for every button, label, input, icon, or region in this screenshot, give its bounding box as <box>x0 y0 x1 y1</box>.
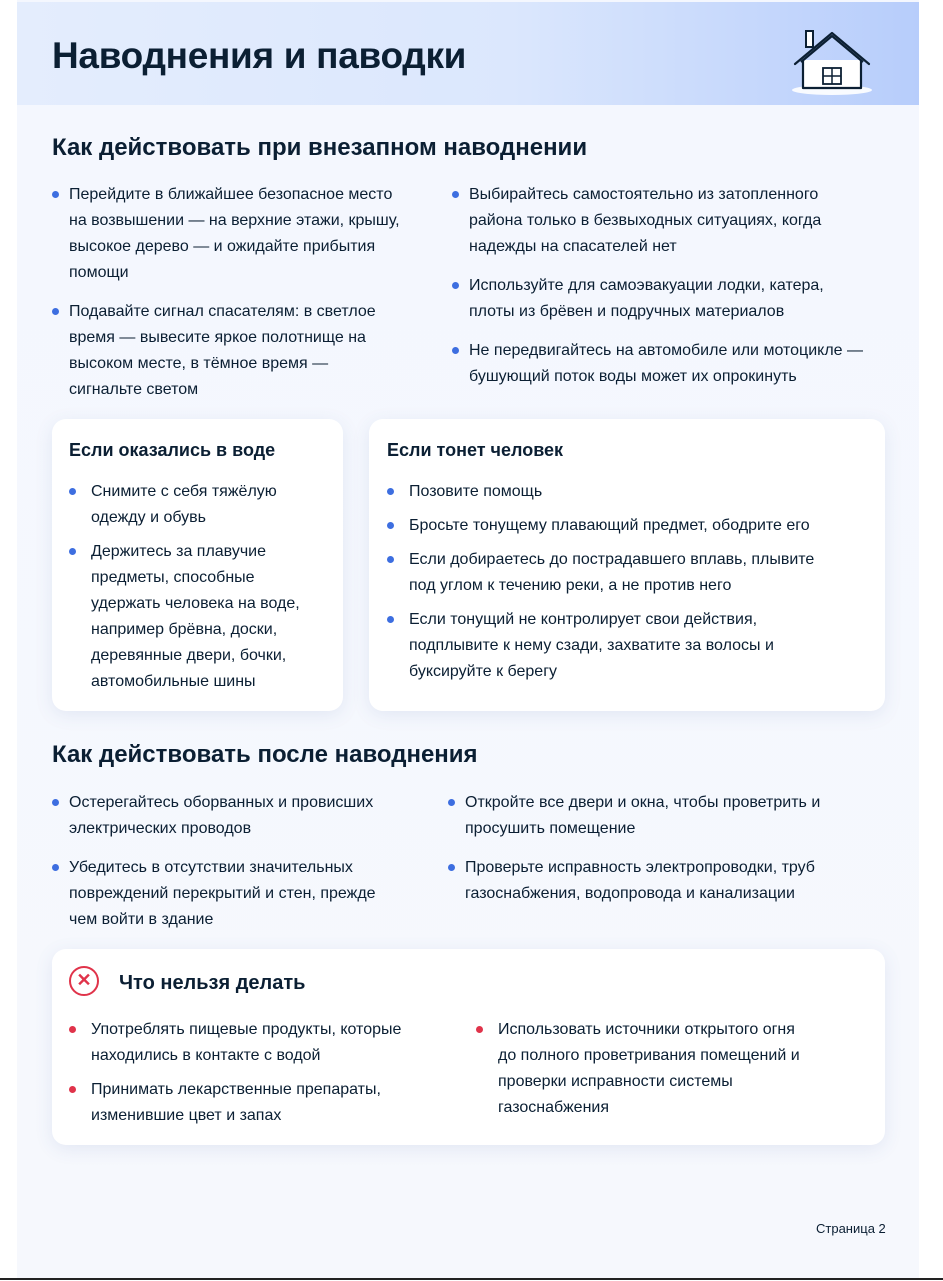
list-item: Использовать источники открытого огня до полного проветривания помещений и проверки исправности системы газоснабжения <box>476 1017 816 1121</box>
page-title: Наводнения и паводки <box>52 35 467 76</box>
list-item: Употреблять пищевые продукты, которые находились в контакте с водой <box>69 1017 439 1069</box>
list-item: Убедитесь в отсутствии значительных повреждений перекрытий и стен, прежде чем войти в здание <box>52 855 397 933</box>
house-icon <box>787 24 877 96</box>
list-item: Если добираетесь до пострадавшего вплавь, плывите под углом к течению реки, а не против него <box>387 547 839 599</box>
forbidden-left-list <box>69 1017 439 1129</box>
bottom-rule <box>0 1278 943 1280</box>
after-right-list <box>448 790 868 907</box>
card-heading: Если оказались в воде <box>69 440 276 460</box>
card-forbidden <box>52 949 885 1145</box>
card-in-water <box>52 419 343 711</box>
page-number: Страница 2 <box>816 1221 886 1236</box>
list-item: Держитесь за плавучие предметы, способные удержать человека на воде, например брёвна, доски, деревянные двери, бочки, автомобильные шины <box>69 539 319 695</box>
list-item: Остерегайтесь оборванных и провисших электрических проводов <box>52 790 397 842</box>
list-item: Перейдите в ближайшее безопасное место на возвышении — на верхние этажи, крышу, высокое дерево — и ожидайте прибытия помощи <box>52 182 402 286</box>
list-item: Принимать лекарственные препараты, изменившие цвет и запах <box>69 1077 391 1129</box>
section-heading-sudden: Как действовать при внезапном наводнении <box>52 134 588 161</box>
list-item: Позовите помощь <box>387 479 857 505</box>
header-banner <box>17 2 919 105</box>
forbidden-right-list <box>476 1017 816 1121</box>
sudden-left-list <box>52 182 402 403</box>
list-item: Выбирайтесь самостоятельно из затопленного района только в безвыходных ситуациях, когда надежды на спасателей нет <box>452 182 839 260</box>
list-item: Снимите с себя тяжёлую одежду и обувь <box>69 479 319 531</box>
x-circle-icon: ✕ <box>69 966 99 996</box>
sudden-right-list <box>452 182 897 390</box>
after-left-list <box>52 790 397 933</box>
list-item: Откройте все двери и окна, чтобы проветрить и просушить помещение <box>448 790 855 842</box>
section-heading-after: Как действовать после наводнения <box>52 741 478 768</box>
list-item: Подавайте сигнал спасателям: в светлое время — вывесите яркое полотнище на высоком месте, в тёмное время — сигнальте светом <box>52 299 402 403</box>
list-item: Не передвигайтесь на автомобиле или мотоцикле — бушующий поток воды может их опрокинуть <box>452 338 897 390</box>
card-drowning <box>369 419 885 711</box>
card-heading: Если тонет человек <box>387 440 564 460</box>
list-item: Используйте для самоэвакуации лодки, катера, плоты из брёвен и подручных материалов <box>452 273 869 325</box>
card-list <box>387 479 857 685</box>
list-item: Если тонущий не контролирует свои действия, подплывите к нему сзади, захватите за волосы и буксируйте к берегу <box>387 607 789 685</box>
document-page <box>17 0 919 1278</box>
list-item: Бросьте тонущему плавающий предмет, ободрите его <box>387 513 857 539</box>
list-item: Проверьте исправность электропроводки, труб газоснабжения, водопровода и канализации <box>448 855 868 907</box>
card-heading: Что нельзя делать <box>119 972 306 994</box>
card-list <box>69 479 319 695</box>
